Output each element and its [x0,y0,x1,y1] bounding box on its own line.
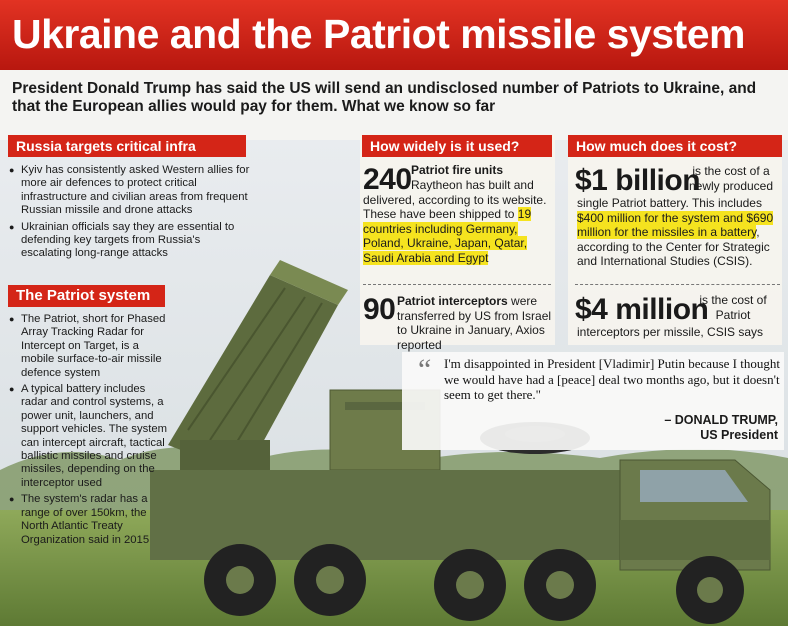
page-title: Ukraine and the Patriot missile system [12,11,745,57]
list-item: ● The Patriot, short for Phased Array Tracking Radar for Intercept on Target, is a mobile surface-to-air missile defence system [8,313,168,380]
usage-highlight: 19 countries including Germany, Poland, Ukraine, Japan, Qatar, Saudi Arabia and Egypt [363,207,532,265]
russia-heading: Russia targets critical infra [8,135,246,157]
usage-text: Raytheon has built and delivered, according to its website. These have been shipped to [363,178,547,221]
usage-stat-240-label: Patriot fire units [411,163,504,177]
quote-mark-icon: “ [418,353,432,386]
usage-stat-90: 90 [363,293,396,326]
divider [363,284,551,285]
usage-stat-240-text [363,178,548,265]
cost-highlight: $400 million for the system and $690 million for the missiles in a battery [577,210,774,239]
list-item: ● Kyiv has consistently asked Western allies for more air defences to protect critical infrastructure and civilian areas from frequent Russian missile and drone attacks [8,164,252,218]
patriot-system-bullets [8,313,168,550]
cost-stat-2-side: is the cost of Patriot [699,293,767,322]
patriot-system-heading: The Patriot system [8,285,165,307]
intro-text: President Donald Trump has said the US will send an undisclosed number of Patriots to Ukraine, and that the European allies would pay for them. What we know so far [12,80,757,115]
cost-stat-1-billion: $1 billion [575,164,701,197]
cost-text-after: , according to the Center for Strategic and International Studies (CSIS). [577,225,770,268]
usage-stat-90-text [397,294,557,352]
quote-text: I'm disappointed in President [Vladimir] Putin because I thought we would have had a [peace] deal two months ago, but it doesn't seem to get there." [444,356,780,402]
usage-stat-90-label: Patriot interceptors [397,294,508,308]
cost-heading: How much does it cost? [568,135,782,157]
cost-text: single Patriot battery. This includes [577,196,762,210]
cost-stat-1-text [577,196,781,269]
quote-author: – DONALD TRUMP, [664,413,778,427]
list-item: ● Ukrainian officials say they are essential to defending key targets from Russia's escalating long-range attacks [8,221,252,261]
divider [575,284,780,285]
list-item: ● A typical battery includes radar and control systems, a power unit, launchers, and support vehicles. The system can intercept aircraft, tactical ballistic missiles and cruise missiles, depending on the interceptor used [8,383,168,490]
cost-stat-4-million: $4 million [575,293,709,326]
list-item: ● The system's radar has a range of over 150km, the North Atlantic Treaty Organization said in 2015 [8,493,168,547]
quote-role: US President [700,428,778,442]
usage-heading: How widely is it used? [362,135,552,157]
russia-bullets [8,164,252,264]
cost-stat-1-side: is the cost of a newly produced [688,164,774,193]
usage-stat-240: 240 [363,163,412,196]
usage-stat-90-desc: were transferred by US from Israel to Ukraine in January, Axios reported [397,294,552,352]
cost-stat-2-text: interceptors per missile, CSIS says [577,325,764,339]
